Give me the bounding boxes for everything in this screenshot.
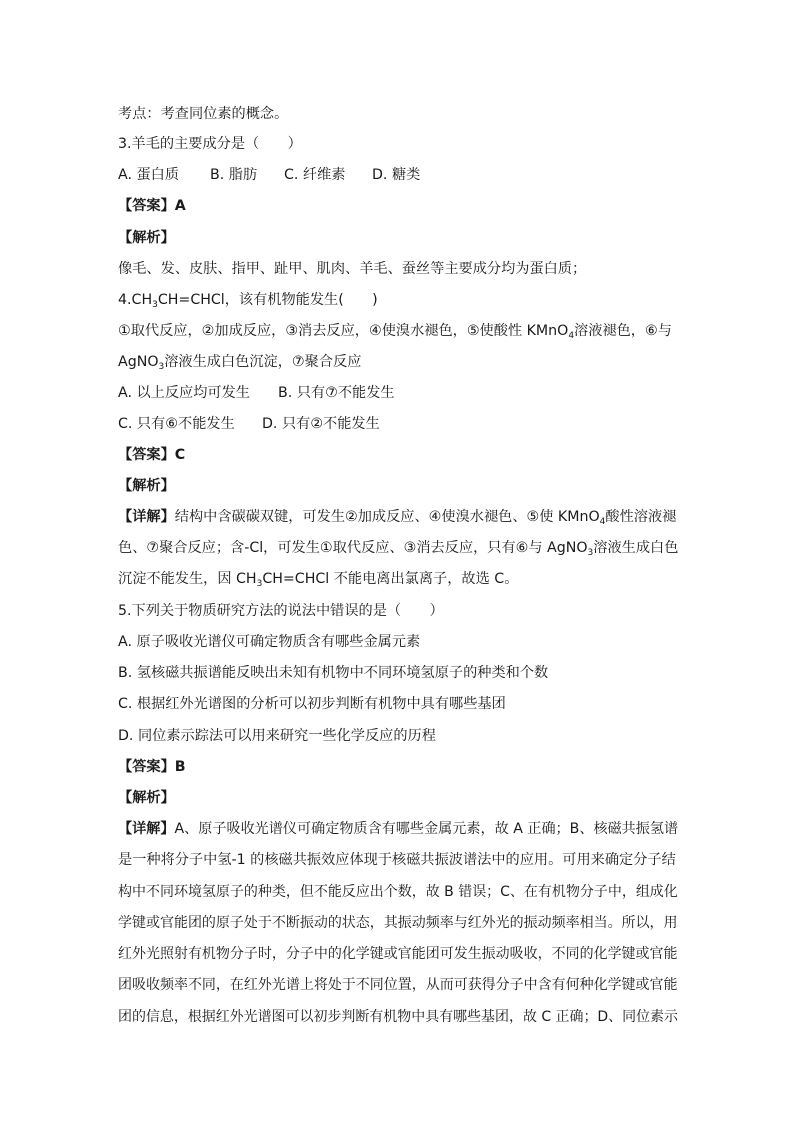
q5-option-c: C. 根据红外光谱图的分析可以初步判断有机物中具有哪些基团 bbox=[118, 696, 506, 712]
q4-line2-post: 溶液褪色，⑥与 bbox=[574, 323, 672, 339]
q5-detail-l1-text: A、原子吸收光谱仪可确定物质含有哪些金属元素，故 A 正确；B、核磁共振氢谱 bbox=[174, 821, 679, 837]
q4-stem-pre: 4.CH bbox=[118, 292, 153, 308]
q4-detail-l1-sub: 4 bbox=[599, 517, 606, 527]
q5-stem: 5.下列关于物质研究方法的说法中错误的是（ ） bbox=[118, 603, 444, 619]
q4-detail-l1-pre: 结构中含碳碳双键，可发生②加成反应、④使溴水褪色、⑤使 KMnO bbox=[174, 509, 600, 525]
q4-detail-l1-post: 酸性溶液褪 bbox=[605, 509, 677, 525]
q4-detail-line1 bbox=[118, 507, 678, 527]
q4-detail-line3 bbox=[118, 569, 678, 589]
q3-stem: 3.羊毛的主要成分是（ ） bbox=[118, 136, 302, 152]
q4-detail-l2-post: 溶液生成白色 bbox=[593, 540, 679, 556]
q3-option-a: A. 蛋白质 bbox=[118, 167, 180, 183]
q4-detail-line2 bbox=[118, 538, 678, 558]
q3-option-d: D. 糖类 bbox=[372, 167, 421, 183]
q4-detail-l3-sub: 3 bbox=[256, 579, 263, 589]
q3-option-c: C. 纤维素 bbox=[284, 167, 346, 183]
q4-jiexi-label: 【解析】 bbox=[118, 478, 175, 494]
q3-options bbox=[118, 165, 678, 185]
q4-line3-pre: AgNO bbox=[118, 354, 159, 370]
q5-detail-line1 bbox=[118, 819, 679, 839]
q5-option-d: D. 同位素示踪法可以用来研究一些化学反应的历程 bbox=[118, 728, 436, 744]
q4-detail-l2-sub: 3 bbox=[587, 548, 594, 558]
q5-detail-line4: 学键或官能团的原子处于不断振动的状态，其振动频率与红外光的振动频率相当。所以，用 bbox=[118, 915, 678, 931]
q4-option-b: B. 只有⑦不能发生 bbox=[278, 385, 395, 401]
q4-line2 bbox=[118, 321, 678, 341]
q4-detail-l3-pre: 沉淀不能发生，因 CH bbox=[118, 571, 257, 587]
q3-option-b: B. 脂肪 bbox=[210, 167, 258, 183]
q3-jiexi-text: 像毛、发、皮肤、指甲、趾甲、肌肉、羊毛、蚕丝等主要成分均为蛋白质； bbox=[118, 261, 587, 277]
q5-option-b: B. 氢核磁共振谱能反映出未知有机物中不同环境氢原子的种类和个数 bbox=[118, 665, 549, 681]
q4-option-d: D. 只有②不能发生 bbox=[262, 416, 380, 432]
q4-stem bbox=[118, 290, 678, 310]
q5-detail-line2: 是一种将分子中氢-1 的核磁共振效应体现于核磁共振波谱法中的应用。可用来确定分子结 bbox=[118, 852, 676, 868]
q4-detail-l2-pre: 色、⑦聚合反应；含-Cl，可发生①取代反应、③消去反应，只有⑥与 AgNO bbox=[118, 540, 588, 556]
q4-option-c: C. 只有⑥不能发生 bbox=[118, 416, 235, 432]
q4-option-a: A. 以上反应均可发生 bbox=[118, 385, 250, 401]
q5-option-a: A. 原子吸收光谱仪可确定物质含有哪些金属元素 bbox=[118, 634, 421, 650]
q4-options-cd bbox=[118, 414, 678, 434]
q5-jiexi-label: 【解析】 bbox=[118, 790, 175, 806]
q4-line3 bbox=[118, 352, 678, 372]
q4-stem-sub: 3 bbox=[152, 300, 158, 310]
q4-stem-post: CH=CHCl，该有机物能发生( ) bbox=[157, 292, 378, 308]
q5-detail-line7: 团的信息，根据红外光谱图可以初步判断有机物中具有哪些基团，故 C 正确；D、同位素示 bbox=[118, 1009, 678, 1025]
q4-line3-sub: 3 bbox=[158, 362, 165, 372]
q4-line2-pre: ①取代反应，②加成反应，③消去反应，④使溴水褪色，⑤使酸性 KMnO bbox=[118, 323, 569, 339]
q5-detail-line6: 团吸收频率不同，在红外光谱上将处于不同位置，从而可获得分子中含有何种化学键或官能 bbox=[118, 977, 678, 993]
q3-answer: 【答案】A bbox=[118, 198, 186, 214]
q5-detail-line5: 红外光照射有机物分子时，分子中的化学键或官能团可发生振动吸收，不同的化学键或官能 bbox=[118, 946, 678, 962]
q5-answer: 【答案】B bbox=[118, 759, 186, 775]
q5-detail-label: 【详解】 bbox=[118, 821, 175, 837]
kaodian-line: 考点：考查同位素的概念。 bbox=[118, 106, 289, 122]
q5-detail-line3: 构中不同环境氢原子的种类，但不能反应出个数，故 B 错误；C、在有机物分子中，组成化 bbox=[118, 884, 678, 900]
q3-jiexi-label: 【解析】 bbox=[118, 230, 175, 246]
q4-line2-sub: 4 bbox=[568, 331, 575, 341]
q4-detail-l3-post: CH=CHCl 不能电离出氯离子，故选 C。 bbox=[262, 571, 519, 587]
q4-options-ab bbox=[118, 383, 678, 403]
q4-detail-label: 【详解】 bbox=[118, 509, 175, 525]
q4-line3-post: 溶液生成白色沉淀，⑦聚合反应 bbox=[164, 354, 362, 370]
q4-answer: 【答案】C bbox=[118, 447, 186, 463]
